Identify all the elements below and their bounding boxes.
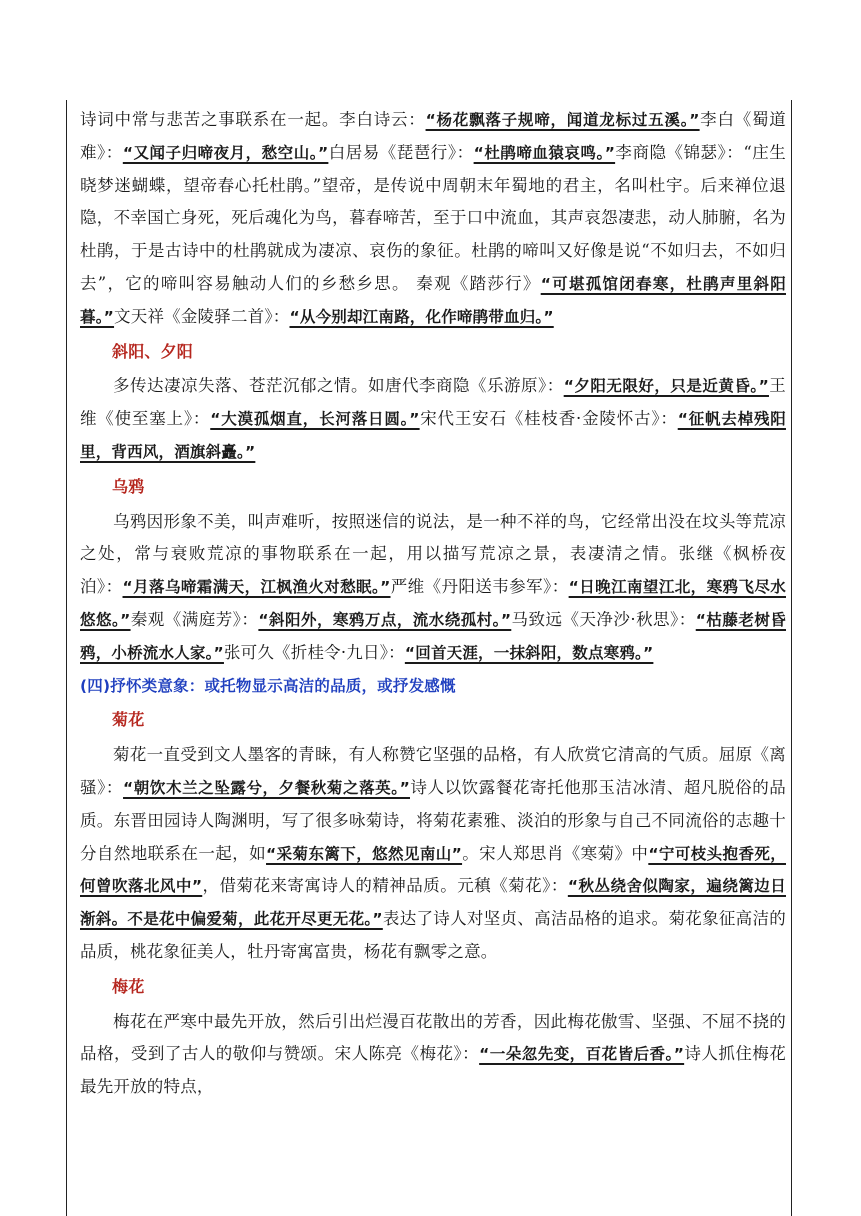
- quote: “回首天涯，一抹斜阳，数点寒鸦。”: [404, 643, 654, 662]
- heading-plum-blossom: 梅花: [112, 976, 145, 996]
- paragraph-crow: [80, 506, 786, 670]
- quote: “朝饮木兰之坠露兮，夕餐秋菊之落英。”: [123, 778, 410, 797]
- quote: “一朵忽先变，百花皆后香。”: [479, 1045, 685, 1064]
- quote: “秋丛绕舍似陶家，遍绕篱边日渐斜。不是花中偏爱菊，此花开尽更无花。”: [80, 877, 786, 929]
- quote: “从今别却江南路，化作啼鹃带血归。”: [289, 307, 554, 326]
- text: 白居易《琵琶行》：: [328, 142, 474, 162]
- text: 严维《丹阳送韦参军》：: [390, 577, 569, 597]
- paragraph-plum-blossom: [80, 1006, 786, 1104]
- text: ，借菊花来寄寓诗人的精神品质。元稹《菊花》：: [202, 876, 568, 896]
- quote: “杨花飘落子规啼，闻道龙标过五溪。”: [425, 111, 700, 129]
- text: 李白《蜀道难》：: [80, 110, 786, 162]
- quote: “夕阳无限好，只是近黄昏。”: [563, 377, 769, 396]
- section-heading-4: (四)抒怀类意象：或托物显示高洁的品质，或抒发感慨: [80, 676, 456, 695]
- text: 乌鸦因形象不美，叫声难听，按照迷信的说法，是一种不祥的鸟，它经常出没在坟头等荒凉之处，常与衰败荒凉的事物联系在一起，用以描写荒凉之景，表凄清之情。张继《枫桥夜泊》：: [80, 511, 786, 597]
- quote: “可堪孤馆闭春寒，杜鹃声里斜阳暮。”: [80, 274, 786, 326]
- quote: “月落乌啼霜满天，江枫渔火对愁眠。”: [122, 578, 391, 597]
- text: 菊花一直受到文人墨客的青睐，有人称赞它坚强的品格，有人欣赏它清高的气质。屈原《离骚》：: [80, 745, 786, 797]
- quote: “采菊东篱下，悠然见南山”: [266, 844, 463, 863]
- text: 李商隐《锦瑟》：“庄生晓梦迷蝴蝶，望帝春心托杜鹃。”望帝，是传说中周朝末年蜀地的君主，名叫杜宇。后来禅位退隐，不幸国亡身死，死后魂化为鸟，暮春啼苦，至于口中流血，其声哀怨凄悲，动人肺腑，名为杜鹃，于是古诗中的杜鹃就成为凄凉、哀伤的象征。杜鹃的啼叫又好像是说“不如归去，不如归去”，它的啼叫容易触动人们的乡愁乡思。 秦观《踏莎行》: [80, 142, 786, 293]
- text: 多传达凄凉失落、苍茫沉郁之情。如唐代李商隐《乐游原》：: [113, 376, 564, 396]
- quote: “枯藤老树昏鸦，小桥流水人家。”: [80, 610, 786, 662]
- text: 诗词中常与悲苦之事联系在一起。李白诗云：: [80, 110, 426, 129]
- heading-crow: 乌鸦: [112, 476, 145, 496]
- quote: “宁可枝头抱香死，何曾吹落北风中”: [80, 844, 786, 896]
- quote: “征帆去棹残阳里，背西风，酒旗斜矗。”: [80, 410, 786, 461]
- quote: “日晚江南望江北，寒鸦飞尽水悠悠。”: [80, 578, 786, 629]
- text: 宋代王安石《桂枝香·金陵怀古》：: [419, 409, 678, 429]
- text: 秦观《满庭芳》：: [130, 609, 259, 629]
- paragraph-setting-sun: [80, 370, 786, 468]
- text: 诗人抓住梅花最先开放的特点，: [80, 1044, 786, 1097]
- text: 王维《使至塞上》：: [80, 376, 786, 429]
- paragraph-cuckoo: [80, 104, 786, 334]
- text: 马致远《天净沙·秋思》：: [511, 609, 696, 629]
- text: 表达了诗人对坚贞、高洁品格的追求。菊花象征高洁的品质，桃花象征美人，牡丹寄寓富贵，杨花有飘零之意。: [80, 909, 786, 961]
- heading-chrysanthemum: 菊花: [112, 710, 145, 730]
- text: 。宋人郑思肖《寒菊》中: [462, 843, 649, 863]
- text: 诗人以饮露餐花寄托他那玉洁冰清、超凡脱俗的品质。东晋田园诗人陶渊明，写了很多咏菊诗，将菊花素雅、淡泊的形象与自己不同流俗的志趣十分自然地联系在一起，如: [80, 777, 786, 863]
- text: 文天祥《金陵驿二首》：: [114, 306, 290, 326]
- heading-setting-sun: 斜阳、夕阳: [112, 341, 194, 361]
- document-body: [80, 104, 786, 1104]
- quote: “斜阳外，寒鸦万点，流水绕孤村。”: [258, 610, 512, 629]
- quote: “大漠孤烟直，长河落日圆。”: [210, 410, 420, 429]
- quote: “又闻子归啼夜月，愁空山。”: [122, 143, 329, 162]
- text: 张可久《折桂令·九日》：: [223, 642, 405, 662]
- paragraph-chrysanthemum: [80, 739, 786, 969]
- quote: “杜鹃啼血猿哀鸣。”: [473, 143, 616, 162]
- text: 梅花在严寒中最先开放，然后引出烂漫百花散出的芳香，因此梅花傲雪、坚强、不屈不挠的品格，受到了古人的敬仰与赞颂。宋人陈亮《梅花》：: [80, 1011, 786, 1064]
